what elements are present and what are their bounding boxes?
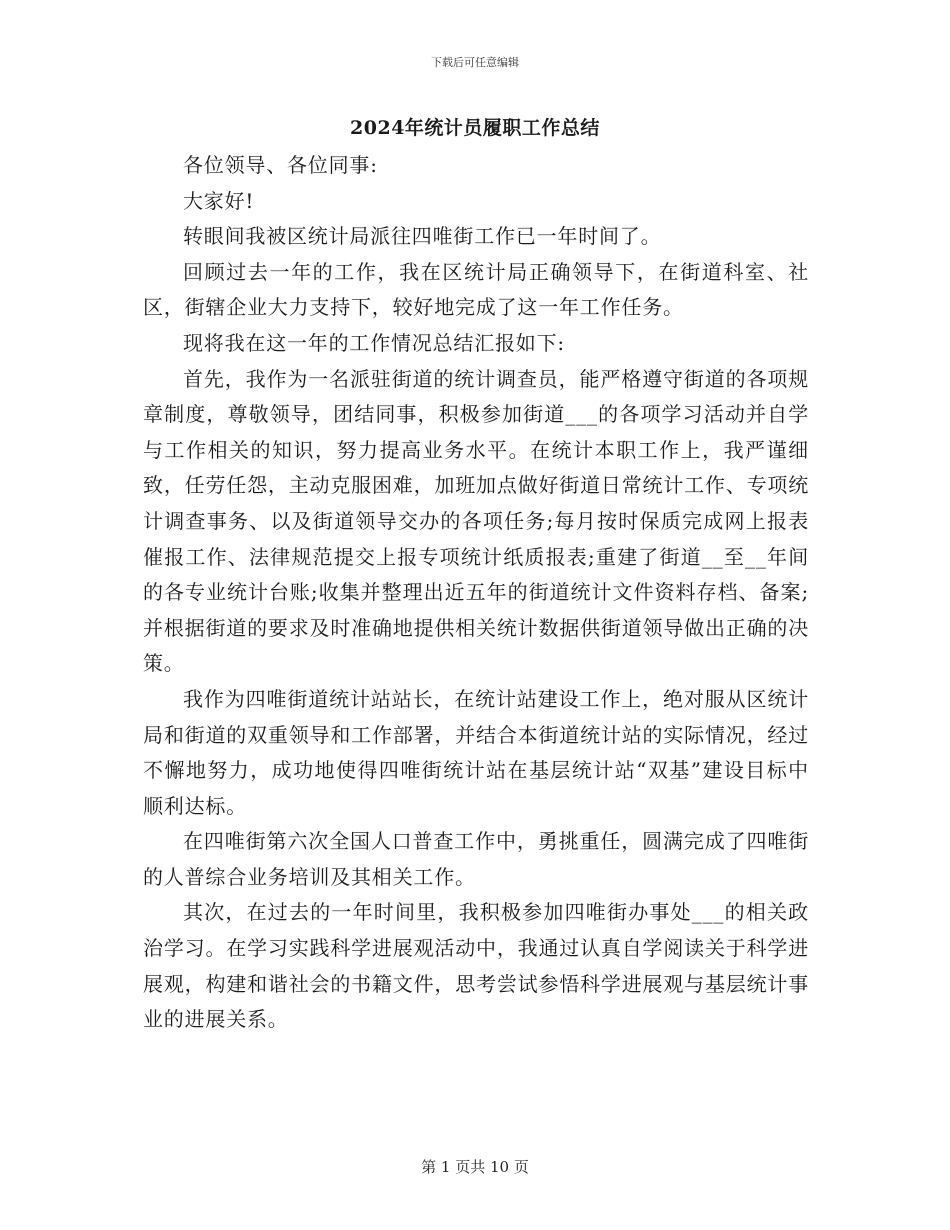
paragraph-station-chief: 我作为四唯街道统计站站长，在统计站建设工作上，绝对服从区统计局和街道的双重领导和工作部署，并结合本街道统计站的实际情况，经过不懈地努力，成功地使得四唯街统计站在基层统计站“双基”建设目标中顺利达标。 <box>143 686 809 818</box>
document-title: 2024年统计员履职工作总结 <box>350 117 600 139</box>
document-body <box>143 148 809 1038</box>
paragraph-hello: 大家好! <box>183 188 255 213</box>
paragraph-intro: 转眼间我被区统计局派往四唯街工作已一年时间了。 <box>183 224 662 249</box>
paragraph-second-point: 其次，在过去的一年时间里，我积极参加四唯街办事处___的相关政治学习。在学习实践科学进展观活动中，我通过认真自学阅读关于科学进展观，构建和谐社会的书籍文件，思考尝试参悟科学进展观与基层统计事业的进展关系。 <box>143 900 809 1032</box>
paragraph-review: 回顾过去一年的工作，我在区统计局正确领导下，在街道科室、社区，街辖企业大力支持下，较好地完成了这一年工作任务。 <box>143 259 809 320</box>
paragraph-greeting: 各位领导、各位同事: <box>183 153 378 177</box>
paragraph-census: 在四唯街第六次全国人口普查工作中，勇挑重任，圆满完成了四唯街的人普综合业务培训及其相关工作。 <box>143 829 809 889</box>
paragraph-first-point: 首先，我作为一名派驻街道的统计调查员，能严格遵守街道的各项规章制度，尊敬领导，团结同事，积极参加街道___的各项学习活动并自学与工作相关的知识，努力提高业务水平。在统计本职工作上，我严谨细致，任劳任怨，主动克服困难，加班加点做好街道日常统计工作、专项统计调查事务、以及街道领导交办的各项任务;每月按时保质完成网上报表催报工作、法律规范提交上报专项统计纸质报表;重建了街道__至__年间的各专业统计台账;收集并整理出近五年的街道统计文件资料存档、备案;并根据街道的要求及时准确地提供相关统计数据供街道领导做出正确的决策。 <box>143 366 809 676</box>
page-header-note: 下载后可任意编辑 <box>431 56 519 69</box>
page-number: 第 1 页共 10 页 <box>421 1158 529 1176</box>
paragraph-summary-lead: 现将我在这一年的工作情况总结汇报如下: <box>183 330 565 355</box>
